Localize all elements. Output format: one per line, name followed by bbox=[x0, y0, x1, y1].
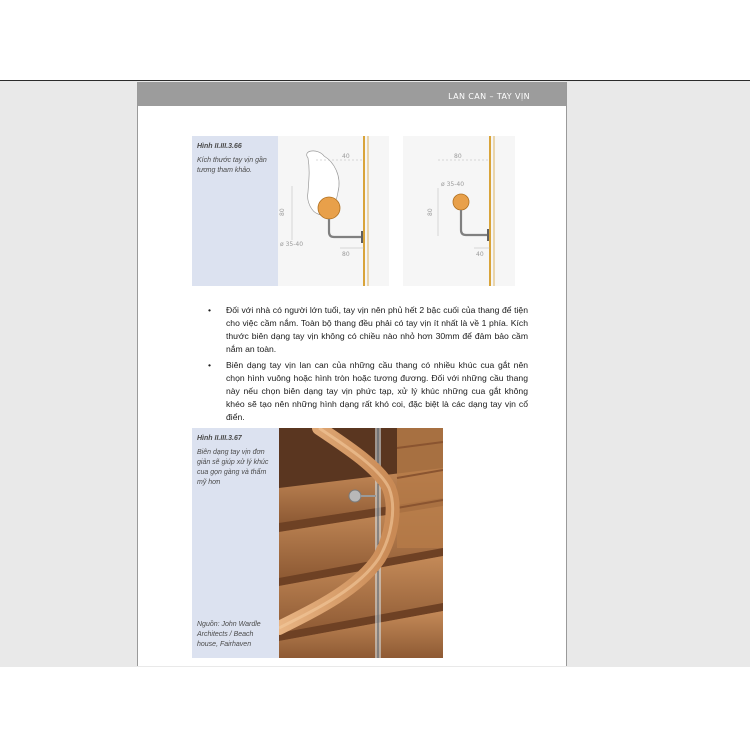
bullet-item bbox=[208, 359, 528, 424]
right-dim-top: 80 bbox=[454, 153, 462, 160]
bullet-text: Biên dạng tay vịn lan can của những cầu thang có nhiều khúc cua gắt nên chọn hình vuông hoặc hình tròn hoặc tương đương. Đối với những cầu thang này nếu chọn biên dạng tay vịn phức tạp, xử lý khúc những cua gắt không khéo sẽ tạo nên những hình dạng rất khó coi, đặc biệt là các dạng tay vịn cổ điển. bbox=[226, 360, 528, 422]
left-dim-top: 40 bbox=[342, 153, 350, 160]
figure-2-caption-box bbox=[192, 428, 279, 658]
right-dim-height: 80 bbox=[427, 208, 434, 216]
section-title: LAN CAN – TAY VỊN bbox=[448, 92, 530, 101]
right-dim-bottom: 40 bbox=[476, 251, 484, 258]
bullet-symbol: • bbox=[208, 305, 212, 315]
photo-svg bbox=[279, 428, 443, 658]
left-rail-section-icon bbox=[318, 197, 340, 219]
left-dim-bottom: 80 bbox=[342, 251, 350, 258]
bullet-text: Đối với nhà có người lớn tuổi, tay vịn nên phủ hết 2 bậc cuối của thang để tiện cho việc cầm nắm. Toàn bộ thang đều phải có tay vịn ít nhất là về 1 phía. Kích thước biên dạng tay vịn không có chiều nào nhỏ hơn 30mm để đảm bảo cầm nắm an toàn. bbox=[226, 305, 528, 354]
bullet-item bbox=[208, 304, 528, 356]
figure-1-caption: Kích thước tay vịn gần tương tham khảo. bbox=[197, 157, 267, 174]
left-dim-height: 80 bbox=[279, 208, 286, 216]
bullet-symbol: • bbox=[208, 360, 212, 370]
figure-2-caption: Biên dạng tay vịn đơn giản sẽ giúp xử lý khúc cua gọn gàng và thẩm mỹ hơn bbox=[197, 449, 269, 486]
staircase-handrail-photo bbox=[279, 428, 443, 658]
right-dim-diameter: ø 35-40 bbox=[441, 181, 465, 188]
left-dim-diameter: ø 35-40 bbox=[280, 241, 304, 248]
right-rail-section-icon bbox=[453, 194, 469, 210]
figure-1-caption-box bbox=[192, 136, 278, 286]
page-header-bar bbox=[138, 82, 566, 106]
figure-2-number: Hình II.III.3.67 bbox=[197, 435, 242, 442]
diagram-svg bbox=[278, 136, 515, 286]
bullet-list bbox=[208, 304, 528, 427]
handrail-dimension-diagram bbox=[278, 136, 515, 286]
figure-2-source: Nguồn: John Wardle Architects / Beach house, Fairhaven bbox=[197, 621, 261, 648]
document-page bbox=[137, 82, 567, 666]
figure-1-number: Hình II.III.3.66 bbox=[197, 143, 242, 150]
